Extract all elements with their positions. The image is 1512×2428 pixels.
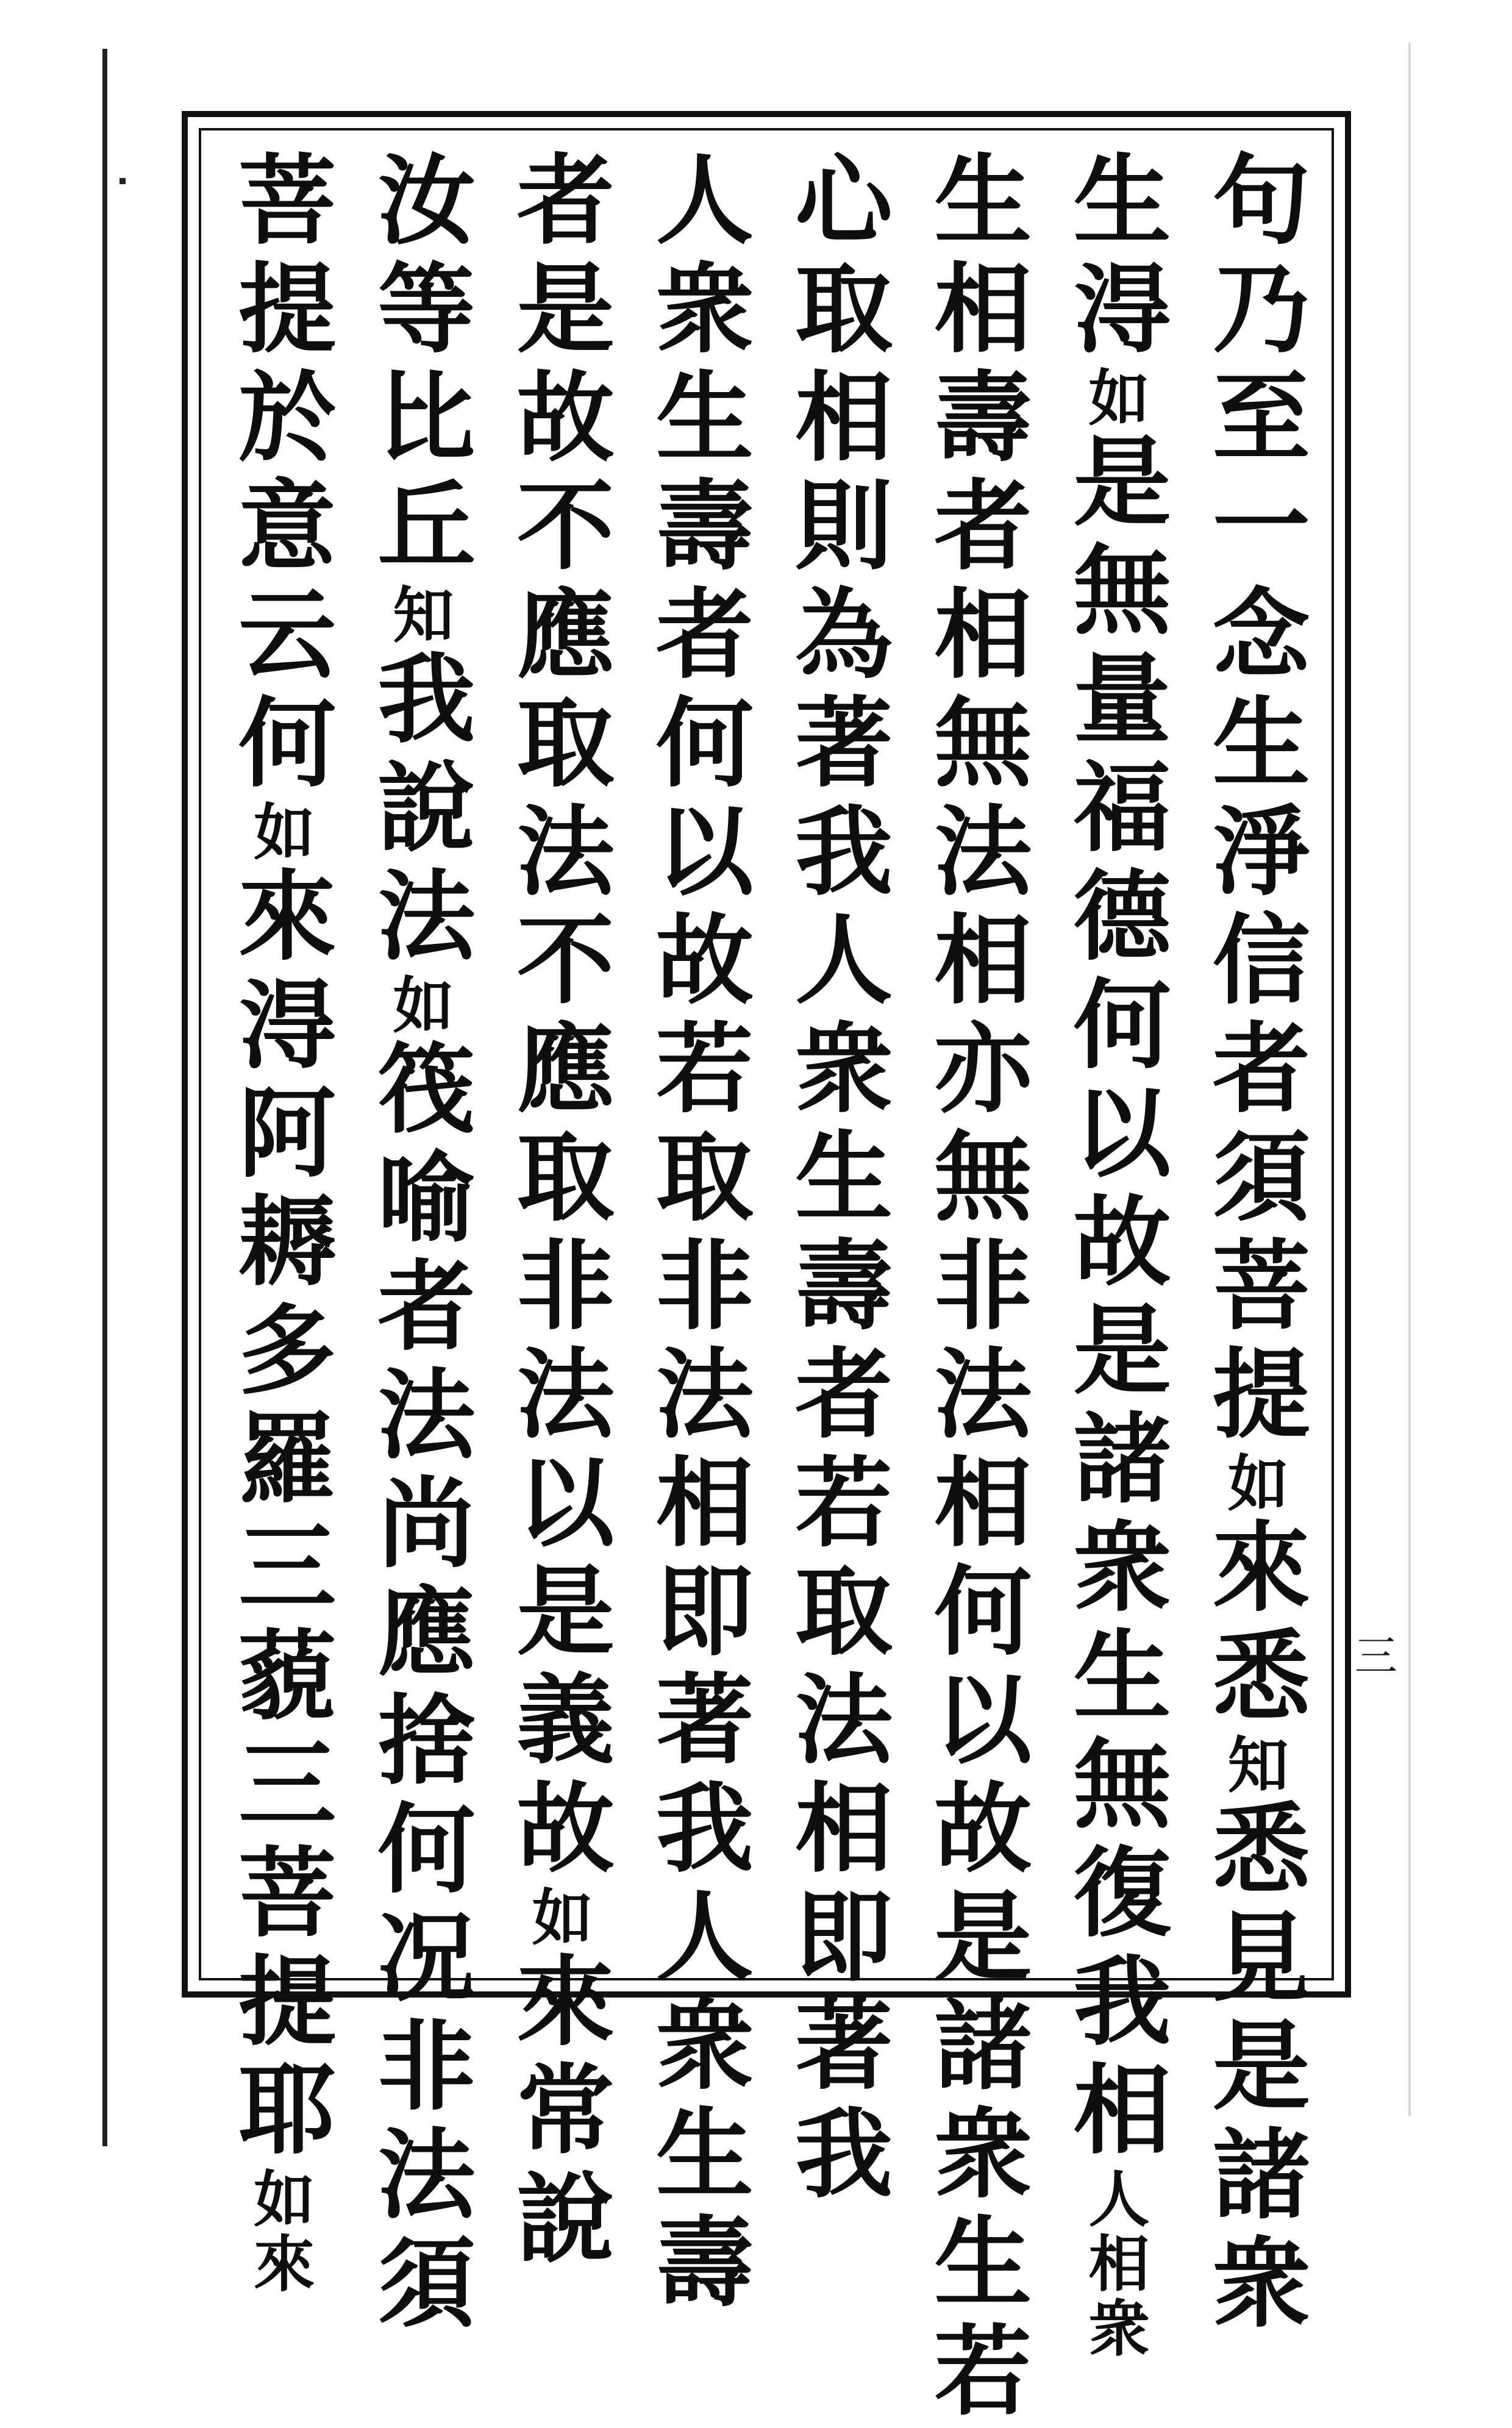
- page-number: 三: [1355, 1631, 1397, 1681]
- column-text: 者是故不應取法不應取非法以是義故: [500, 149, 615, 1885]
- text-column: [1193, 149, 1314, 2340]
- interlinear-small-text: 人相衆: [1078, 2167, 1150, 2361]
- text-column: [914, 149, 1036, 2428]
- column-text: 汝等比丘: [361, 149, 476, 583]
- ink-speck: [119, 178, 126, 184]
- column-text: 我說法: [361, 648, 476, 973]
- column-text: 筏喻者法尚應捨何况非法須: [361, 1038, 476, 2340]
- binding-line: [102, 49, 107, 2146]
- column-text: 來常說: [500, 1950, 615, 2276]
- column-text: 悉見是諸衆: [1196, 1798, 1311, 2340]
- interlinear-small-text: 如: [243, 800, 316, 865]
- interlinear-small-text: 知: [382, 583, 455, 648]
- text-column: [357, 149, 479, 2340]
- column-text: 句乃至一念生淨信者須菩提: [1196, 149, 1311, 1451]
- text-column: [218, 149, 340, 2296]
- interlinear-small-text: 如來: [243, 2167, 316, 2296]
- page-edge: [1408, 43, 1411, 2116]
- interlinear-small-text: 如: [382, 973, 455, 1038]
- column-text: 人衆生壽者何以故若取非法相即著我人衆生壽: [639, 149, 754, 2319]
- column-text: 來淂阿耨多羅三藐三菩提耶: [222, 865, 337, 2167]
- text-frame-inner: [199, 128, 1334, 2428]
- text-frame: [182, 111, 1351, 2428]
- column-text: 生淂: [1057, 149, 1172, 366]
- text-column: [1054, 149, 1175, 2361]
- column-text: 來悉: [1196, 1516, 1311, 1733]
- interlinear-small-text: 如: [1217, 1451, 1289, 1516]
- interlinear-small-text: 如: [521, 1885, 594, 1950]
- column-text: 是無量福德何以故是諸衆生無復我相: [1057, 430, 1172, 2167]
- column-text: 菩提於意云何: [222, 149, 337, 800]
- text-column: [636, 149, 758, 2319]
- interlinear-small-text: 如: [1078, 366, 1150, 430]
- column-text: 心取相則為著我人衆生壽者若取法相即著我: [779, 149, 894, 2211]
- interlinear-small-text: 知: [1217, 1733, 1289, 1798]
- text-column: [775, 149, 897, 2211]
- column-text: 生相壽者相無法相亦無非法相何以故是諸衆生若: [918, 149, 1033, 2428]
- text-column: [497, 149, 619, 2276]
